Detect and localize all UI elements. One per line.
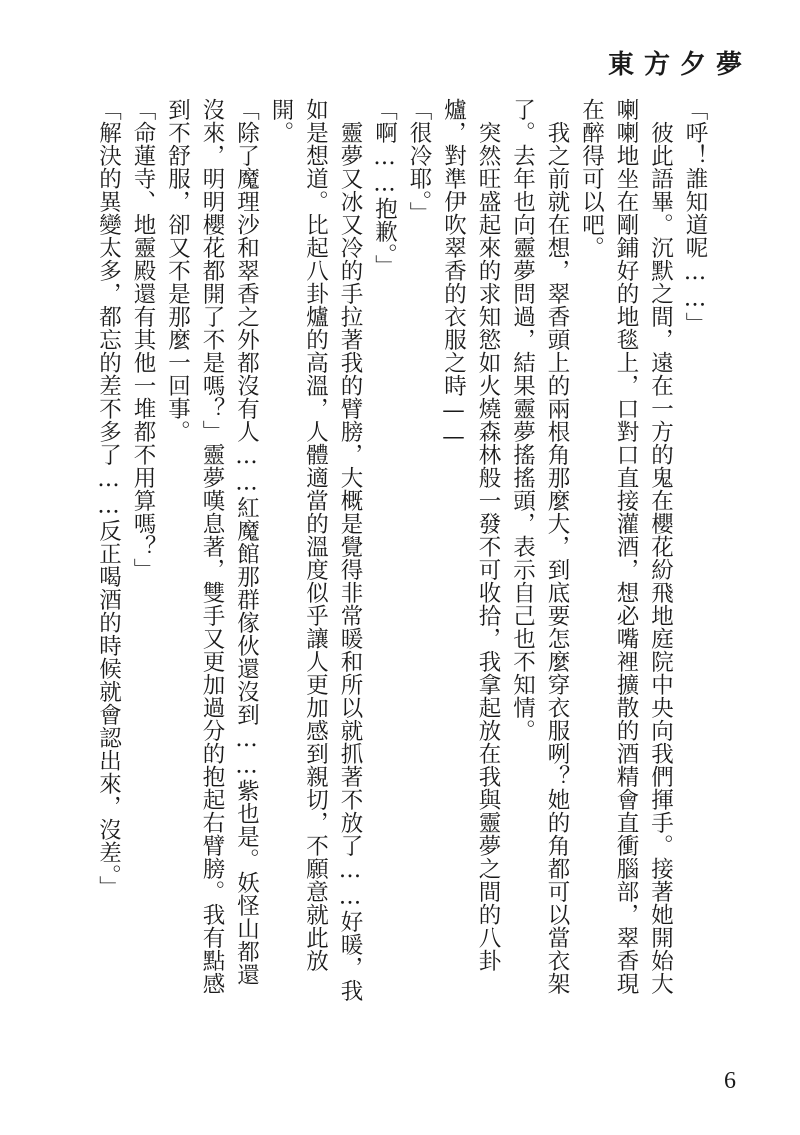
body-text bbox=[91, 98, 712, 1003]
paragraph-1: 「呼！誰知道呢……」 bbox=[682, 98, 708, 335]
paragraph-8: 「除了魔理沙和翠香之外都沒有人……紅魔館那群傢伙還沒到……紫也是。妖怪山都還沒來，明明櫻花都開了不是嗎？」靈夢嘆息著，雙手又更加過分的抱起右臂膀。我有點感到不舒服，卻又不是那麼一回事。 bbox=[164, 98, 260, 995]
paragraph-5: 「很冷耶。」 bbox=[406, 98, 432, 225]
paragraph-3: 我之前就在想，翠香頭上的兩根角那麼大，到底要怎麼穿衣服咧？她的角都可以當衣架了。去年也向靈夢問過，結果靈夢搖搖頭，表示自己也不知情。 bbox=[509, 98, 570, 995]
page-title: 東方夕夢 bbox=[607, 50, 752, 80]
paragraph-10: 「解決的異變太多，都忘的差不多了……反正喝酒的時候就會認出來，沒差。」 bbox=[95, 98, 122, 899]
paragraph-9: 「命蓮寺、地靈殿還有其他一堆都不用算嗎？」 bbox=[130, 98, 156, 581]
paragraph-7: 靈夢又冰又冷的手拉著我的臂膀，大概是覺得非常暖和所以就抓著不放了……好暖，我如是想道。比起八卦爐的高溫，人體適當的溫度似乎讓人更加感到親切，不願意就此放開。 bbox=[268, 98, 363, 1002]
paragraph-6: 「啊……抱歉。」 bbox=[371, 98, 398, 278]
paragraph-4: 突然旺盛起來的求知慾如火燒森林般一發不可收拾，我拿起放在我與靈夢之間的八卦爐，對準伊吹翠香的衣服之時—— bbox=[440, 98, 501, 972]
page-number: 6 bbox=[724, 1068, 736, 1094]
paragraph-2: 彼此語畢。沉默之間，遠在一方的鬼在櫻花紛飛地庭院中央向我們揮手。接著她開始大喇喇地坐在剛鋪好的地毯上，口對口直接灌酒，想必嘴裡擴散的酒精會直衝腦部，翠香現在醉得可以吧。 bbox=[578, 98, 674, 995]
